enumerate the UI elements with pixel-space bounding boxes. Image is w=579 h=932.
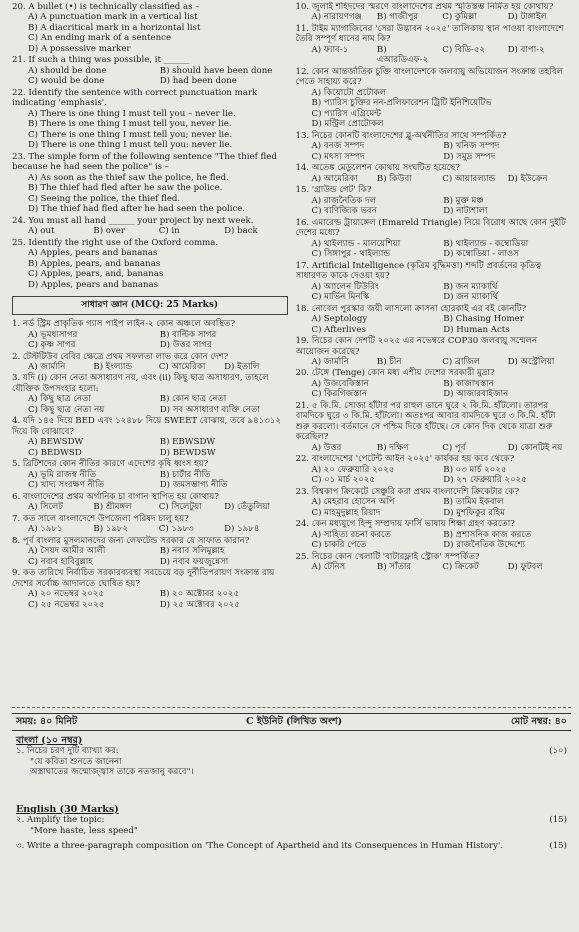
answer-option: D) back <box>224 226 258 237</box>
answer-option: D) উত্তর সাগর <box>159 340 212 351</box>
answer-option: C) ০১ মার্চ ২০২৫ <box>311 475 376 486</box>
answer-option: C) প্যারিস এগ্রিমেন্ট <box>311 108 381 119</box>
option-group <box>296 196 572 217</box>
answer-option: A) নারায়ণগঞ্জ <box>311 12 362 23</box>
question-text: 19. নিচের কোন দেশটি ২০২৫ এর নভেম্বরে COP30 জলবায়ু সম্মেলন আয়োজন করেছে? <box>295 336 538 357</box>
question-text: 24. কেন মধ্যযুগে হিন্দু সম্প্রদায় ফার্সি ভাষায় শিক্ষা গ্রহণ করতো? <box>295 519 515 530</box>
answer-option: A) সৈয়দ আমীর আলী <box>28 546 106 557</box>
answer-option: C) BEDWSD <box>28 447 82 458</box>
answer-option: A) ২০ নভেম্বর ২০২৫ <box>28 589 105 600</box>
answer-option: D) কোনটিই নয় <box>507 442 563 453</box>
gk-section-header: সাধারণ জ্ঞান (MCQ: 25 Marks) <box>12 296 288 315</box>
answer-option: A) Septology <box>311 314 368 325</box>
question-text: 7. কত সালে বাংলাদেশে উপজেলা পরিষদ চালু হয়? <box>12 513 189 524</box>
answer-option: A) ২০ ফেব্রুয়ারি ২০২৫ <box>311 464 395 475</box>
question-item <box>296 24 572 66</box>
question-item <box>12 55 288 86</box>
answer-option: C) ব্রাজিল <box>442 356 481 367</box>
answer-option: C) Apples, pears, and, bananas <box>28 269 164 280</box>
option-group <box>296 239 572 260</box>
answer-option: A) ফ্যাব-১ <box>311 44 349 55</box>
answer-option: A) সিলেট <box>28 502 63 513</box>
option-group <box>12 546 288 567</box>
answer-option: D) had been done <box>159 76 237 87</box>
question-text: 22. বাংলাদেশের 'পেটেন্ট আইন ২০২৫' কার্যকর হয় কবে থেকে? <box>295 454 515 465</box>
gk-mcq-list-continued <box>296 2 572 573</box>
answer-option: C) Seeing the police, the thief fled. <box>28 193 181 204</box>
answer-option: B) EBWSDW <box>159 437 216 448</box>
answer-option: D) রাজনৈতিক উদ্দেশ্যে <box>443 540 526 551</box>
question-item <box>12 152 288 215</box>
option-group <box>296 282 572 303</box>
written-section-bar <box>12 713 571 731</box>
poem-line-1: "যে কবিতা শুনতে জানেনা <box>30 756 122 767</box>
question-item <box>296 336 572 367</box>
question-text: 16. এমারেল্ড ট্রায়াঙ্গেল (Emareld Triangle) নিয়ে বিরোধ আছে কোন দুইটি দেশের মধ্যে? <box>295 217 566 239</box>
answer-option: C) কিছু ছাত্র নেতা নয় <box>28 404 105 415</box>
answer-option: A) উজবেকিস্তান <box>311 378 369 389</box>
question-text: 21. ৫ কি.মি. সোজা হাঁটার পর রাহুল ডানে ঘুরে ২ কি.মি. হাঁটলো। তারপর বামদিকে ঘুরে ৩ কি.মি. হাঁটলো। অতঃপর আবার বামদিকে ঘুরে ৩ কি.মি. হাঁটা শুরু করলো। বর্তমানে সে পশ্চিম দিকে হাঁটছে। সে কোন দিক থেকে যাত্রা শুরু করেছিল? <box>295 400 556 443</box>
answer-option: D) Human Acts <box>443 324 510 335</box>
answer-option: A) BEWSDW <box>28 437 84 448</box>
option-group <box>296 141 572 162</box>
option-group <box>296 357 572 367</box>
answer-option: B) দক্ষিণ <box>376 442 409 453</box>
answer-option: A) As soon as the thief saw the police, he fled. <box>28 172 229 183</box>
answer-option: D) ইতালি <box>224 361 260 372</box>
question-item <box>12 459 288 490</box>
answer-option: C) নবাব হাবিবুল্লাহ <box>28 556 93 567</box>
answer-option: C) Afterlives <box>311 324 366 335</box>
answer-option: C) মাহমুদুল্লাহ রিয়াদ <box>311 507 381 518</box>
bangla-question-text: ১. নিচের চরণ দুটি ব্যাখ্যা কর: <box>16 746 119 757</box>
poem-line-2: অস্ত্রাঘাতের জন্মোজ্জ্বাস তাকে নতজানু করবে"। <box>30 767 194 778</box>
answer-option: D) জমসম্ভাগ্য নীতি <box>159 480 228 491</box>
answer-option: C) মার্ভিন মিনস্কি <box>311 292 370 303</box>
answer-option: A) টেনিস <box>311 562 346 573</box>
option-group <box>12 66 288 87</box>
answer-option: D) কম্বোডিয়া - লাওস <box>443 249 519 260</box>
answer-option: A) কিয়োটো প্রটোকল <box>311 87 387 98</box>
option-group <box>296 174 572 184</box>
answer-option: D) আজারবাইজান <box>443 389 509 400</box>
option-group <box>296 12 572 22</box>
answer-option: C) ক্রিকেট <box>442 562 479 573</box>
question-text: 20. টেঙ্গে (Tenge) কোন মধ্য এশীয় দেশের সরকারী মুদ্রা? <box>295 368 495 379</box>
answer-option: A) There is one thing I must tell you – never lie. <box>28 108 236 119</box>
answer-option: C) কিরগিজস্তান <box>311 389 367 400</box>
answer-option: B) প্রশাসনিক কাজ করতে <box>443 529 532 540</box>
question-text: 15. 'গ্রাউন্ড গেট' কি? <box>295 185 372 196</box>
option-group <box>12 12 288 54</box>
question-text: 3. যদি (i) কোন নেতা অসাধারণ নয়, এবং (ii) কিছু ছাত্র অসাধারণ, তাহলে যৌক্তিক উপসংহার হলো: <box>12 373 269 394</box>
answer-option: B) সাঁতার <box>376 562 412 573</box>
answer-option: C) would be done <box>28 76 105 87</box>
answer-option: C) খাদ্য সংরক্ষণ নীতি <box>28 480 105 491</box>
left-column <box>12 2 288 702</box>
question-item <box>296 487 572 518</box>
bangla-section-title: বাংলা (১০ নম্বর) <box>16 734 83 746</box>
option-group <box>12 502 288 512</box>
question-item <box>296 163 572 184</box>
option-group <box>296 465 572 486</box>
answer-option: B) বাল্টিক সাগর <box>159 329 217 340</box>
option-group <box>296 379 572 400</box>
option-group <box>12 470 288 491</box>
answer-option: A) should be done <box>28 65 107 76</box>
answer-option: B) over <box>93 226 125 237</box>
bangla-marks: (১০) <box>549 746 567 757</box>
question-text: 22. Identify the sentence with correct punctuation mark indicating 'emphasis'. <box>12 87 258 109</box>
question-text: 23. বিশ্বকাপ ক্রিকেটে সেঞ্চুরি করা প্রথম বাংলাদেশি ক্রিকেটার কে? <box>295 486 520 497</box>
question-item <box>296 185 572 216</box>
question-text: 8. পূর্ব বাংলার মুসলমানদের জন্য লেফটেন্ড সরকার যে সাফাত কারান? <box>12 535 250 546</box>
answer-option: A) থাইল্যান্ড - মালয়েশিয়া <box>311 238 401 249</box>
question-text: 11. টাইম ম্যাগাজিনের 'সেরা উদ্ভাবন ২০২৫' তালিকায় স্থান পাওয়া বাংলাদেশে তৈরি সম্পূর্ণ ধানের নাম কি? <box>295 23 564 45</box>
answer-option: B) শ্রীমঙ্গল <box>93 502 132 513</box>
answer-option: A) মেহরাব হোসেন অপি <box>311 497 395 508</box>
question-item <box>12 568 288 610</box>
question-text: 13. নিচের কোনটি বাংলাদেশের ব্লু-অর্থনীতির সাথে সম্পর্কিত? <box>295 130 507 141</box>
question-item <box>296 454 572 485</box>
option-group <box>12 226 288 236</box>
answer-option: B) A diacritical mark in a horizontal list <box>28 22 201 33</box>
answer-option: B) ১৯৮২ <box>93 524 129 535</box>
question-item <box>296 368 572 399</box>
answer-option: C) in <box>158 226 180 237</box>
question-item <box>12 216 288 237</box>
answer-option: B) মুক্ত মঞ্চ <box>443 195 484 206</box>
question-text: 12. কোন আন্তর্জাতিক চুক্তি বাংলাদেশকে জলবায়ু অভিযোজন সংক্রান্ত তহবিল পেতে সাহায্য করে? <box>295 66 564 88</box>
question-item <box>296 67 572 130</box>
question-item <box>296 131 572 162</box>
answer-option: B) জন ম্যাকার্থি <box>443 281 498 292</box>
answer-option: D) There is one thing I must tell you: never lie. <box>28 140 233 151</box>
answer-option: C) মৎস্য সম্পদ <box>311 151 365 162</box>
bangla-question <box>16 746 567 756</box>
question-text: 17. Artificial Intelligence (কৃত্রিম বুদ্ধিমত্তা) শব্দটি প্রবর্তনের কৃতিত্ব সাধারণত কাকে দেওয়া হয়? <box>295 260 542 282</box>
question-text: 21. If such a thing was possible, it ______ <box>12 55 190 66</box>
question-item <box>296 304 572 335</box>
answer-option: D) The thief had fled after he had seen the police. <box>28 204 246 215</box>
answer-option: B) কাজাখস্তান <box>443 378 494 389</box>
answer-option: D) ফুটবল <box>507 562 543 573</box>
answer-option: C) বিডি-৫২ <box>442 44 486 55</box>
question-item <box>296 218 572 260</box>
answer-option: C) ১৯৮৩ <box>158 524 194 535</box>
answer-option: A) ভূমধ্যসাগর <box>28 329 78 340</box>
option-group <box>296 45 572 66</box>
english-q3-text: ৩. Write a three-paragraph composition on 'The Concept of Apartheid and its Consequences in Human History'. <box>16 841 504 852</box>
answer-option: D) Apples, pears and bananas <box>28 279 159 290</box>
answer-option: C) বাণিজ্যিক ভবন <box>311 206 377 217</box>
answer-option: B) চীন <box>376 356 402 367</box>
divider <box>12 707 571 708</box>
answer-option: B) নবাব সলিমুল্লাহ <box>159 546 225 557</box>
question-text: 20. A bullet (•) is technically classified as – <box>12 2 200 12</box>
question-item <box>12 352 288 373</box>
answer-option: C) চাকরি পেতে <box>311 540 367 551</box>
answer-option: D) তেঁতুলিয়া <box>224 502 270 513</box>
answer-option: C) আয়ারল্যান্ড <box>442 173 496 184</box>
english-question-3 <box>16 841 567 851</box>
answer-option: D) BEWDSW <box>159 447 216 458</box>
answer-option: A) রাজনৈতিক দল <box>311 195 377 206</box>
answer-option: C) কৃষ্ণ সাগর <box>28 340 76 351</box>
question-item <box>296 2 572 23</box>
answer-option: A) উত্তর <box>311 442 342 453</box>
answer-option: D) মন্ট্রিল প্রোটোকল <box>311 119 384 130</box>
answer-option: B) তামিম ইকবাল <box>443 497 504 508</box>
question-text: 24. You must all hand ______ your project by next week. <box>12 215 254 226</box>
option-group <box>12 394 288 415</box>
english-q2-topic: "More haste, less speed" <box>30 825 138 836</box>
answer-option: C) আমেরিকা <box>158 361 206 372</box>
question-item <box>296 519 572 550</box>
option-group <box>12 524 288 534</box>
question-text: 10. জুলাই শহিদদের স্মরণে বাংলাদেশের প্রথম স্মৃতিস্তম্ভ নির্মিত হয় কোথায়? <box>295 2 554 12</box>
question-item <box>12 238 288 290</box>
answer-option: A) জার্মানি <box>28 361 66 372</box>
english-q2-marks: (15) <box>549 815 567 826</box>
answer-option: D) মুশফিকুর রহিম <box>443 507 505 518</box>
question-item <box>12 373 288 415</box>
unit-title: C ইউনিট (লিখিত অংশ) <box>245 716 343 727</box>
question-columns <box>12 2 571 702</box>
english-mcq-list <box>12 2 288 290</box>
option-group <box>12 173 288 215</box>
answer-option: A) বনজ সম্পদ <box>311 141 365 152</box>
question-text: 14. অতেঙ্ক মেডুলেশন কোথায় সংঘটিত হয়েছে? <box>295 163 460 174</box>
answer-option: C) There is one thing I must tell you; never lie. <box>28 129 232 140</box>
question-item <box>12 2 288 54</box>
answer-option: D) সমুদ্র সম্পদ <box>443 151 496 162</box>
written-section <box>12 735 571 852</box>
question-text: 5. ব্রিটিশদের কোন নীতির কারণে এদেশের কৃষি ধ্বংস হয়? <box>12 459 209 470</box>
answer-option: C) সিলেটুয়া <box>158 502 202 513</box>
total-marks: মোট নম্বর: ৪০ <box>510 716 567 727</box>
answer-option: D) নবাব ফয়জুন্নেসা <box>159 556 229 567</box>
answer-option: A) Apples, pears and bananas <box>28 248 158 259</box>
answer-option: C) ২৫ নভেম্বর ২০২৫ <box>28 599 105 610</box>
answer-option: D) ১৯৮৪ <box>224 524 260 535</box>
answer-option: C) পূর্ব <box>442 442 466 453</box>
answer-option: A) জার্মানি <box>311 356 349 367</box>
answer-option: D) ২৫ অক্টোবর ২০২৫ <box>159 599 240 610</box>
answer-option: D) ইউক্রেন <box>507 173 548 184</box>
answer-option: D) নাট্যশালা <box>443 206 488 217</box>
answer-option: D) সব অসাধারণ ব্যক্তি নেতা <box>159 404 260 415</box>
question-text: 23. The simple form of the following sentence "The thief fled because he had seen the police" is – <box>12 151 277 173</box>
answer-option: B) ০৩ মার্চ ২০২৫ <box>443 464 507 475</box>
question-text: 25. Identify the right use of the Oxford comma. <box>12 237 219 248</box>
question-text: 6. বাংলাদেশের প্রথম অর্গানিক চা বাগান স্থাপিত হয় কোথায়? <box>12 491 219 502</box>
answer-option: D) ২৭ ফেব্রুয়ারি ২০২৫ <box>443 475 527 486</box>
answer-option: A) সাহিত্য রচনা করতে <box>311 529 391 540</box>
question-item <box>296 401 572 453</box>
option-group <box>12 437 288 458</box>
question-text: 9. কত তারিখে নির্বাচিত সরকারব্যবস্থা সবচেয়ে বড় দুর্নীতিপরায়ণ সংক্রান্ত রায় দেশের সর্বোচ্চ আদালতে ঘোষিত হয়? <box>12 568 275 589</box>
question-text: 18. নোবেল পুরস্কার জয়ী লাসলো ক্রাসনা হোরকাই এর বই কোনটি? <box>295 303 527 314</box>
question-item <box>12 536 288 567</box>
answer-option: B) এআরডিএফ-২ <box>376 44 429 66</box>
answer-option: A) ১৯৮১ <box>28 524 63 535</box>
answer-option: B) The thief had fled after he saw the police. <box>28 183 223 194</box>
option-group <box>296 497 572 518</box>
answer-option: D) অস্ট্রেলিয়া <box>507 356 555 367</box>
question-item <box>12 514 288 535</box>
answer-option: B) খনিজ সম্পদ <box>443 141 500 152</box>
answer-option: A) A punctuation mark in a vertical list <box>28 12 198 23</box>
option-group <box>12 362 288 372</box>
option-group <box>12 248 288 290</box>
answer-option: C) কুমিল্লা <box>442 12 477 23</box>
answer-option: C) An ending mark of a sentence <box>28 33 172 44</box>
answer-option: D) জন ম্যাকার্থি <box>443 292 499 303</box>
right-column <box>296 2 572 702</box>
answer-option: B) ২০ অক্টোবর ২০২৫ <box>159 589 240 600</box>
answer-option: B) থাইল্যান্ড - কম্বোডিয়া <box>443 238 529 249</box>
option-group <box>296 443 572 453</box>
answer-option: D) A possessive marker <box>28 43 131 54</box>
option-group <box>296 88 572 130</box>
option-group <box>296 562 572 572</box>
english-section-title: English (30 Marks) <box>16 803 119 815</box>
answer-option: A) out <box>28 226 55 237</box>
answer-option: C) সিঙ্গাপুর - থাইল্যান্ড <box>311 249 391 260</box>
question-item <box>12 319 288 350</box>
answer-option: B) চার্টার নীতি <box>159 469 211 480</box>
answer-option: B) Chasing Homer <box>443 314 524 325</box>
gk-mcq-list <box>12 319 288 610</box>
answer-option: D) টাঙ্গাইল <box>507 12 547 23</box>
option-group <box>296 314 572 335</box>
question-text: 1. নর্ড স্ট্রিম প্রাকৃতিক গ্যাস পাইপ লাইন-২ কোন অঞ্চলে অবস্থিত? <box>12 319 236 330</box>
answer-option: B) কিউবা <box>376 173 412 184</box>
answer-option: B) should have been done <box>159 65 273 76</box>
answer-option: A) আমেরিকা <box>311 173 358 184</box>
answer-option: D) বাপা-২ <box>507 44 545 55</box>
english-question-2 <box>16 815 567 825</box>
question-item <box>12 492 288 513</box>
option-group <box>12 330 288 351</box>
question-item <box>12 88 288 151</box>
question-item <box>12 416 288 458</box>
option-group <box>296 530 572 551</box>
question-item <box>296 261 572 303</box>
question-item <box>296 552 572 573</box>
answer-option: B) Apples, pears, and bananas <box>28 258 161 269</box>
answer-option: B) কোন ছাত্র নেতা <box>159 394 227 405</box>
question-text: 2. টেস্টটিউব বেবির ক্ষেত্রে প্রথম সফলতা লাভ করে কোন দেশ? <box>12 351 229 362</box>
question-text: 25. নিচের কোন খেলাটি 'বাটারফ্লাই স্ট্রোক' সম্পর্কিত? <box>295 551 480 562</box>
time-label: সময়: ৪০ মিনিট <box>16 716 78 727</box>
answer-option: A) ভূমি রাজস্ব নীতি <box>28 469 97 480</box>
option-group <box>12 109 288 151</box>
option-group <box>12 589 288 610</box>
english-q3-marks: (15) <box>549 841 567 852</box>
answer-option: B) There is one thing I must tell you, never lie. <box>28 119 232 130</box>
english-q2-text: ২. Amplify the topic: <box>16 815 105 826</box>
answer-option: B) গাজীপুর <box>376 12 419 23</box>
answer-option: B) ইংল্যান্ড <box>93 361 133 372</box>
answer-option: B) প্যারিস চুক্তির নন-প্রলিফারেশন ট্রিটি ইনিশিয়েটিভ <box>311 98 492 109</box>
question-text: 4. যদি ১৪৫ দিয়ে BED এবং ১২৪৮৮ দিয়ে SWEET বোঝায়, তবে ৯৪১৩১২ দিয়ে কি বোঝাবে? <box>12 416 281 437</box>
answer-option: A) কিছু ছাত্র নেতা <box>28 394 92 405</box>
answer-option: A) অ্যালেন টিউরিং <box>311 281 379 292</box>
